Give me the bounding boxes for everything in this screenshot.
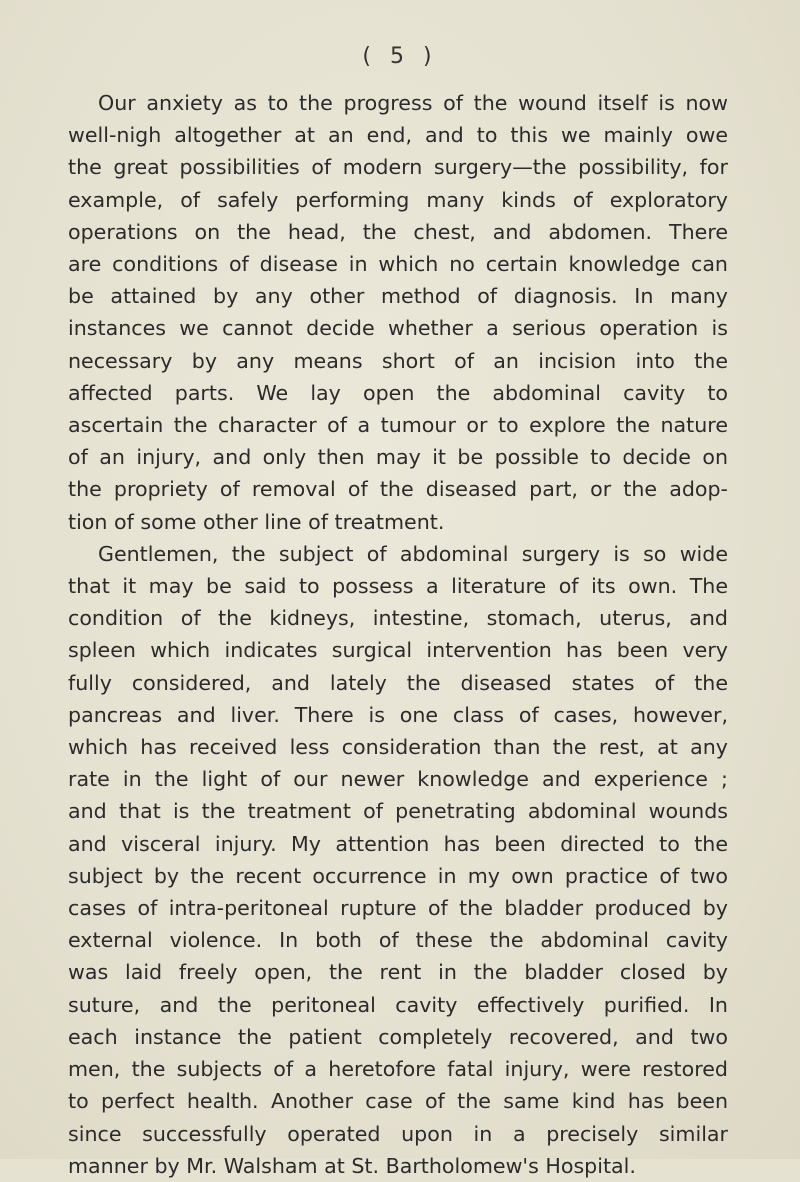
text-line: are conditions of disease in which no certain knowledge can: [68, 252, 728, 277]
text-line: manner by Mr. Walsham at St. Bartholomew's Hospital.: [68, 1153, 636, 1178]
text-line: subject by the recent occurrence in my own practice of two: [68, 863, 728, 888]
text-line: Our anxiety as to the progress of the wound itself is now: [98, 91, 728, 115]
text-line: ascertain the character of a tumour or to explore the nature: [68, 413, 728, 438]
text-line: affected parts. We lay open the abdominal cavity to: [68, 380, 728, 405]
text-line: that it may be said to possess a literature of its own. The: [68, 574, 728, 599]
paragraph-1: [68, 87, 728, 538]
text-line: rate in the light of our newer knowledge and experience ;: [68, 767, 728, 792]
text-line: the propriety of removal of the diseased part, or the adop-: [68, 477, 728, 502]
text-line: of an injury, and only then may it be possible to decide on: [68, 445, 728, 470]
text-line: necessary by any means short of an incision into the: [68, 348, 728, 373]
text-line: tion of some other line of treatment.: [68, 509, 445, 534]
text-line: men, the subjects of a heretofore fatal injury, were restored: [68, 1057, 728, 1082]
text-line: operations on the head, the chest, and abdomen. There: [68, 219, 728, 244]
text-line: instances we cannot decide whether a serious operation is: [68, 316, 728, 341]
text-line: example, of safely performing many kinds of exploratory: [68, 187, 728, 212]
text-line: fully considered, and lately the diseased states of the: [68, 670, 728, 695]
text-line: which has received less consideration than the rest, at any: [68, 735, 728, 760]
text-line: external violence. In both of these the abdominal cavity: [68, 928, 728, 953]
text-line: since successfully operated upon in a precisely similar: [68, 1121, 728, 1146]
text-line: suture, and the peritoneal cavity effectively purified. In: [68, 992, 728, 1017]
text-line: spleen which indicates surgical intervention has been very: [68, 638, 728, 663]
text-line: was laid freely open, the rent in the bladder closed by: [68, 960, 728, 985]
text-line: the great possibilities of modern surgery—the possibility, for: [68, 155, 728, 180]
text-line: each instance the patient completely recovered, and two: [68, 1024, 728, 1049]
text-line: and visceral injury. My attention has been directed to the: [68, 831, 728, 856]
text-line: to perfect health. Another case of the same kind has been: [68, 1089, 728, 1114]
text-line: well-nigh altogether at an end, and to this we mainly owe: [68, 123, 728, 148]
text-line: and that is the treatment of penetrating abdominal wounds: [68, 799, 728, 824]
text-line: Gentlemen, the subject of abdominal surgery is so wide: [98, 541, 728, 566]
page-number: ( 5 ): [362, 44, 438, 69]
body-text: [68, 87, 728, 1182]
text-line: be attained by any other method of diagnosis. In many: [68, 284, 728, 309]
paragraph-2: [68, 538, 728, 1182]
text-line: condition of the kidneys, intestine, stomach, uterus, and: [68, 606, 728, 631]
text-line: pancreas and liver. There is one class of cases, however,: [68, 702, 728, 727]
text-line: cases of intra-peritoneal rupture of the bladder produced by: [68, 896, 728, 921]
